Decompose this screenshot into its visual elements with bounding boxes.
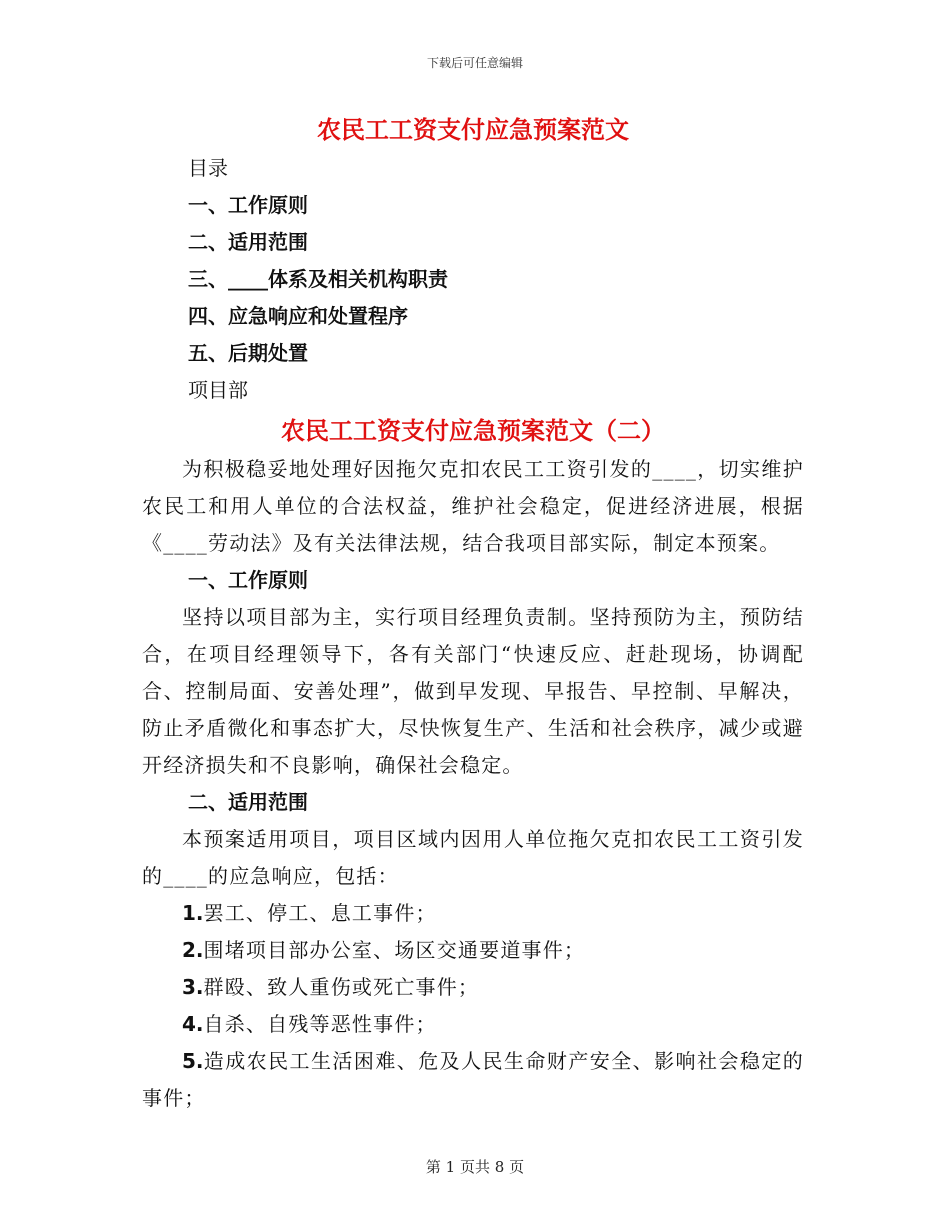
- intro-paragraph: 为积极稳妥地处理好因拖欠克扣农民工工资引发的____，切实维护农民工和用人单位的合法权益，维护社会稳定，促进经济进展，根据《____劳动法》及有关法律法规，结合我项目部实际，制定本预案。: [142, 457, 804, 555]
- list-item: [142, 932, 804, 969]
- list-item-number: 2.: [182, 938, 204, 962]
- list-item: [142, 969, 804, 1006]
- toc-item-1: 一、工作原则: [188, 193, 308, 217]
- second-title: 农民工工资支付应急预案范文（二）: [281, 416, 665, 445]
- list-item-text: 群殴、致人重伤或死亡事件；: [203, 975, 480, 999]
- list-item-number: 4.: [182, 1012, 204, 1036]
- toc-label: 目录: [188, 156, 228, 180]
- toc-item-3: 三、____体系及相关机构职责: [188, 267, 448, 291]
- section-1-body: 坚持以项目部为主，实行项目经理负责制。坚持预防为主，预防结合，在项目经理领导下，各有关部门“快速反应、赶赴现场，协调配合、控制局面、安善处理”，做到早发现、早报告、早控制、早解决，防止矛盾微化和事态扩大，尽快恢复生产、生活和社会秩序，减少或避开经济损失和不良影响，确保社会稳定。: [142, 605, 804, 777]
- list-item-text: 围堵项目部办公室、场区交通要道事件；: [203, 938, 586, 962]
- list-item-text: 罢工、停工、息工事件；: [203, 901, 437, 925]
- list-item: [142, 895, 804, 932]
- toc-item-4: 四、应急响应和处置程序: [188, 304, 408, 328]
- section-1-heading: 一、工作原则: [188, 568, 308, 592]
- list-item: [142, 1006, 804, 1043]
- list-item-number: 5.: [182, 1049, 204, 1073]
- header-note: 下载后可任意编辑: [426, 56, 523, 70]
- page-footer: 第 1 页共 8 页: [425, 1158, 525, 1176]
- department-label: 项目部: [188, 378, 248, 402]
- section-2-heading: 二、适用范围: [188, 790, 308, 814]
- list-item-number: 1.: [182, 901, 204, 925]
- list-item: [142, 1043, 804, 1117]
- document-title: 农民工工资支付应急预案范文: [317, 115, 629, 144]
- list-item-number: 3.: [182, 975, 204, 999]
- section-2-body: 本预案适用项目，项目区域内因用人单位拖欠克扣农民工工资引发的____的应急响应，包括：: [142, 827, 804, 888]
- toc-item-5: 五、后期处置: [188, 341, 308, 365]
- document-body: [142, 112, 804, 1117]
- list-item-text: 自杀、自残等恶性事件；: [203, 1012, 437, 1036]
- toc-item-2: 二、适用范围: [188, 230, 308, 254]
- list-item-text: 造成农民工生活困难、危及人民生命财产安全、影响社会稳定的事件；: [142, 1049, 804, 1110]
